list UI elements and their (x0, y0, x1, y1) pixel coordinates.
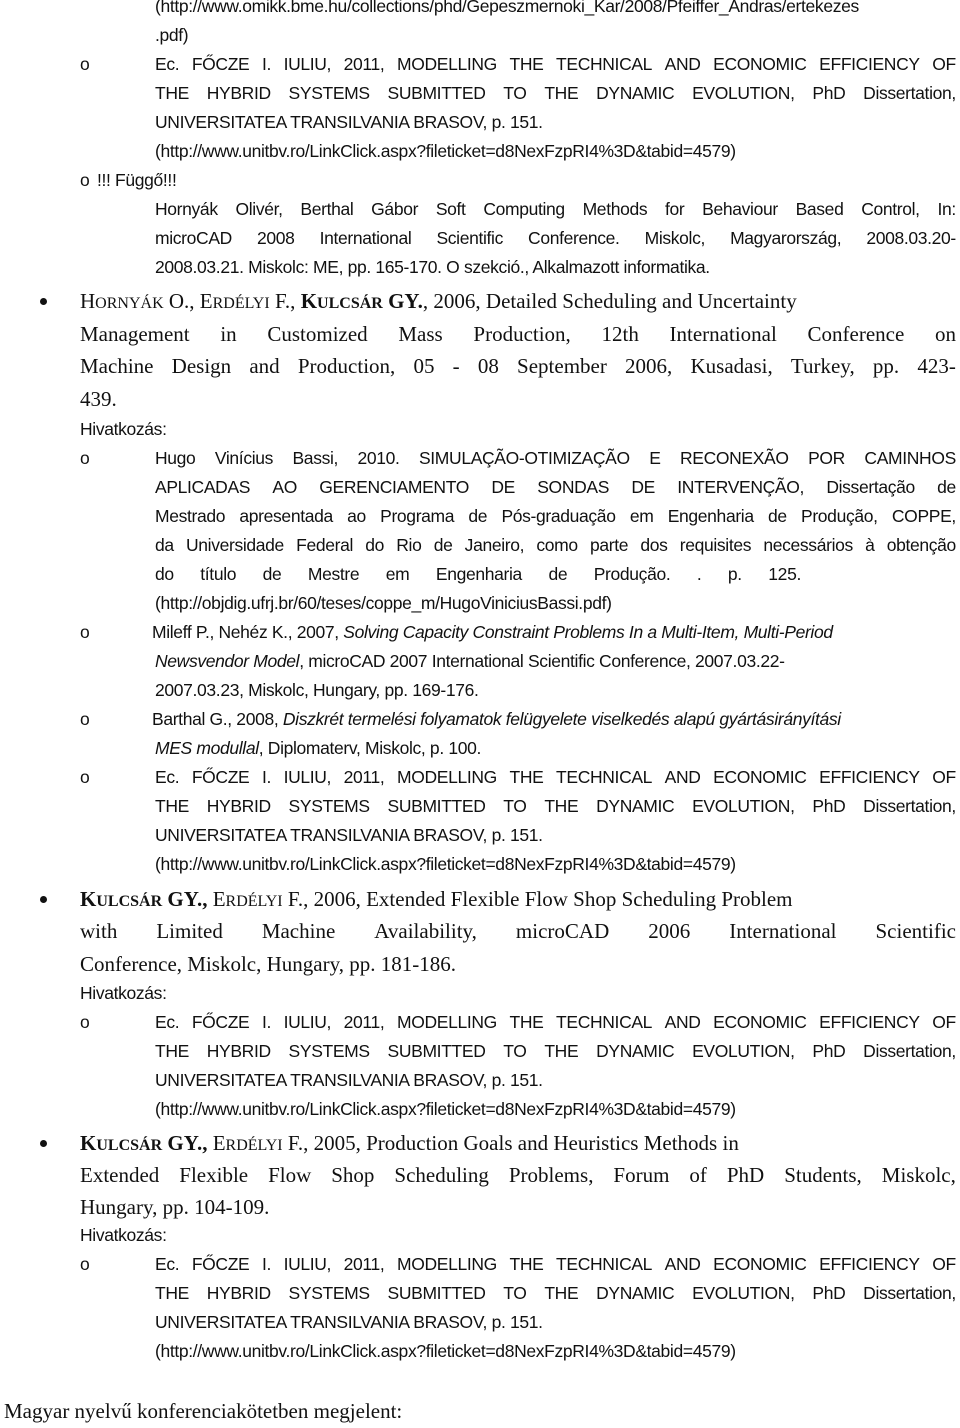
entry2-title-line1: KULCSÁR GY., ERDÉLYI F., 2006, Extended Flexible Flow Shop Scheduling Problem (80, 887, 793, 911)
section-heading: Magyar nyelvű konferenciakötetben megjelent: (4, 1399, 403, 1423)
focze-citation-line1: Ec. FŐCZE I. IULIU, 2011, MODELLING THE TECHNICAL AND ECONOMIC EFFICIENCY OF (155, 1012, 956, 1032)
sub-bullet-marker: o (80, 709, 90, 729)
sub-bullet-marker: o (80, 1012, 90, 1032)
sub-bullet-marker: o (80, 54, 90, 74)
entry2-line3: Conference, Miskolc, Hungary, pp. 181-186. (80, 952, 456, 976)
hornyak-citation-line1: Hornyák Olivér, Berthal Gábor Soft Computing Methods for Behaviour Based Control, In: (155, 199, 956, 219)
sub-bullet-marker: o (80, 448, 90, 468)
focze-citation-url: (http://www.unitbv.ro/LinkClick.aspx?fileticket=d8NexFzpRI4%3D&tabid=4579) (155, 854, 736, 874)
entry3-title-line1: KULCSÁR GY., ERDÉLYI F., 2005, Production Goals and Heuristics Methods in (80, 1131, 739, 1155)
mileff-citation-line3: 2007.03.23, Miskolc, Hungary, pp. 169-176. (155, 680, 479, 700)
focze-citation-line2: THE HYBRID SYSTEMS SUBMITTED TO THE DYNAMIC EVOLUTION, PhD Dissertation, (155, 796, 956, 816)
entry3-line3: Hungary, pp. 104-109. (80, 1195, 270, 1219)
focze-citation-line2: THE HYBRID SYSTEMS SUBMITTED TO THE DYNAMIC EVOLUTION, PhD Dissertation, (155, 1041, 956, 1061)
entry1-line3: Machine Design and Production, 05 - 08 September 2006, Kusadasi, Turkey, pp. 423- (80, 354, 956, 378)
focze-citation-url: (http://www.unitbv.ro/LinkClick.aspx?fileticket=d8NexFzpRI4%3D&tabid=4579) (155, 1341, 736, 1361)
mileff-citation-line1: Mileff P., Nehéz K., 2007, Solving Capacity Constraint Problems In a Multi-Item, Multi-Period (152, 622, 833, 642)
entry1-line4: 439. (80, 387, 117, 411)
bullet-icon (40, 298, 47, 305)
focze-citation-line3: UNIVERSITATEA TRANSILVANIA BRASOV, p. 151. (155, 1312, 543, 1332)
pending-note: !!! Függő!!! (97, 170, 177, 190)
bullet-icon (40, 1140, 47, 1147)
focze-citation-line1: Ec. FŐCZE I. IULIU, 2011, MODELLING THE TECHNICAL AND ECONOMIC EFFICIENCY OF (155, 54, 956, 74)
hornyak-citation-line3: 2008.03.21. Miskolc: ME, pp. 165-170. O szekció., Alkalmazott informatika. (155, 257, 710, 277)
hornyak-citation-line2: microCAD 2008 International Scientific Conference. Miskolc, Magyarország, 2008.03.20- (155, 228, 956, 248)
mileff-citation-line2: Newsvendor Model, microCAD 2007 International Scientific Conference, 2007.03.22- (155, 651, 785, 671)
focze-citation-url: (http://www.unitbv.ro/LinkClick.aspx?fileticket=d8NexFzpRI4%3D&tabid=4579) (155, 141, 736, 161)
barthal-citation-line2: MES modullal, Diplomaterv, Miskolc, p. 100. (155, 738, 482, 758)
barthal-citation-line1: Barthal G., 2008, Diszkrét termelési folyamatok felügyelete viselkedés alapú gyártásirányítási (152, 709, 841, 729)
bassi-citation-line2: APLICADAS AO GERENCIAMENTO DE SONDAS DE INTERVENÇÃO, Dissertação de (155, 477, 956, 497)
entry2-line2: with Limited Machine Availability, microCAD 2006 International Scientific (80, 919, 956, 943)
sub-bullet-marker: o (80, 170, 90, 190)
focze-citation-line3: UNIVERSITATEA TRANSILVANIA BRASOV, p. 151. (155, 112, 543, 132)
focze-citation-line3: UNIVERSITATEA TRANSILVANIA BRASOV, p. 151. (155, 1070, 543, 1090)
pfeiffer-url-line1: (http://www.omikk.bme.hu/collections/phd/Gepeszmernoki_Kar/2008/Pfeiffer_Andras/ertekezes (155, 0, 859, 16)
entry3-line2: Extended Flexible Flow Shop Scheduling Problems, Forum of PhD Students, Miskolc, (80, 1163, 956, 1187)
bassi-citation-line4: da Universidade Federal do Rio de Janeiro, como parte dos requisites necessários à obtenção (155, 535, 956, 555)
bassi-citation-line3: Mestrado apresentada ao Programa de Pós-graduação em Engenharia de Produção, COPPE, (155, 506, 956, 526)
bassi-citation-line1: Hugo Vinícius Bassi, 2010. SIMULAÇÃO-OTIMIZAÇÃO E RECONEXÃO POR CAMINHOS (155, 448, 956, 468)
entry1-title-line1: HORNYÁK O., ERDÉLYI F., KULCSÁR GY., 2006, Detailed Scheduling and Uncertainty (80, 289, 797, 313)
focze-citation-line2: THE HYBRID SYSTEMS SUBMITTED TO THE DYNAMIC EVOLUTION, PhD Dissertation, (155, 1283, 956, 1303)
bassi-citation-url: (http://objdig.ufrj.br/60/teses/coppe_m/HugoViniciusBassi.pdf) (155, 593, 612, 613)
citations-label: Hivatkozás: (80, 983, 167, 1003)
pfeiffer-url-line2: .pdf) (155, 25, 189, 45)
sub-bullet-marker: o (80, 622, 90, 642)
focze-citation-line1: Ec. FŐCZE I. IULIU, 2011, MODELLING THE TECHNICAL AND ECONOMIC EFFICIENCY OF (155, 767, 956, 787)
focze-citation-url: (http://www.unitbv.ro/LinkClick.aspx?fileticket=d8NexFzpRI4%3D&tabid=4579) (155, 1099, 736, 1119)
sub-bullet-marker: o (80, 767, 90, 787)
focze-citation-line2: THE HYBRID SYSTEMS SUBMITTED TO THE DYNAMIC EVOLUTION, PhD Dissertation, (155, 83, 956, 103)
sub-bullet-marker: o (80, 1254, 90, 1274)
bullet-icon (40, 896, 47, 903)
citations-label: Hivatkozás: (80, 419, 167, 439)
focze-citation-line1: Ec. FŐCZE I. IULIU, 2011, MODELLING THE TECHNICAL AND ECONOMIC EFFICIENCY OF (155, 1254, 956, 1274)
citations-label: Hivatkozás: (80, 1225, 167, 1245)
entry1-line2: Management in Customized Mass Production, 12th International Conference on (80, 322, 956, 346)
bassi-citation-line5: do título de Mestre em Engenharia de Produção. . p. 125. (155, 564, 801, 584)
focze-citation-line3: UNIVERSITATEA TRANSILVANIA BRASOV, p. 151. (155, 825, 543, 845)
